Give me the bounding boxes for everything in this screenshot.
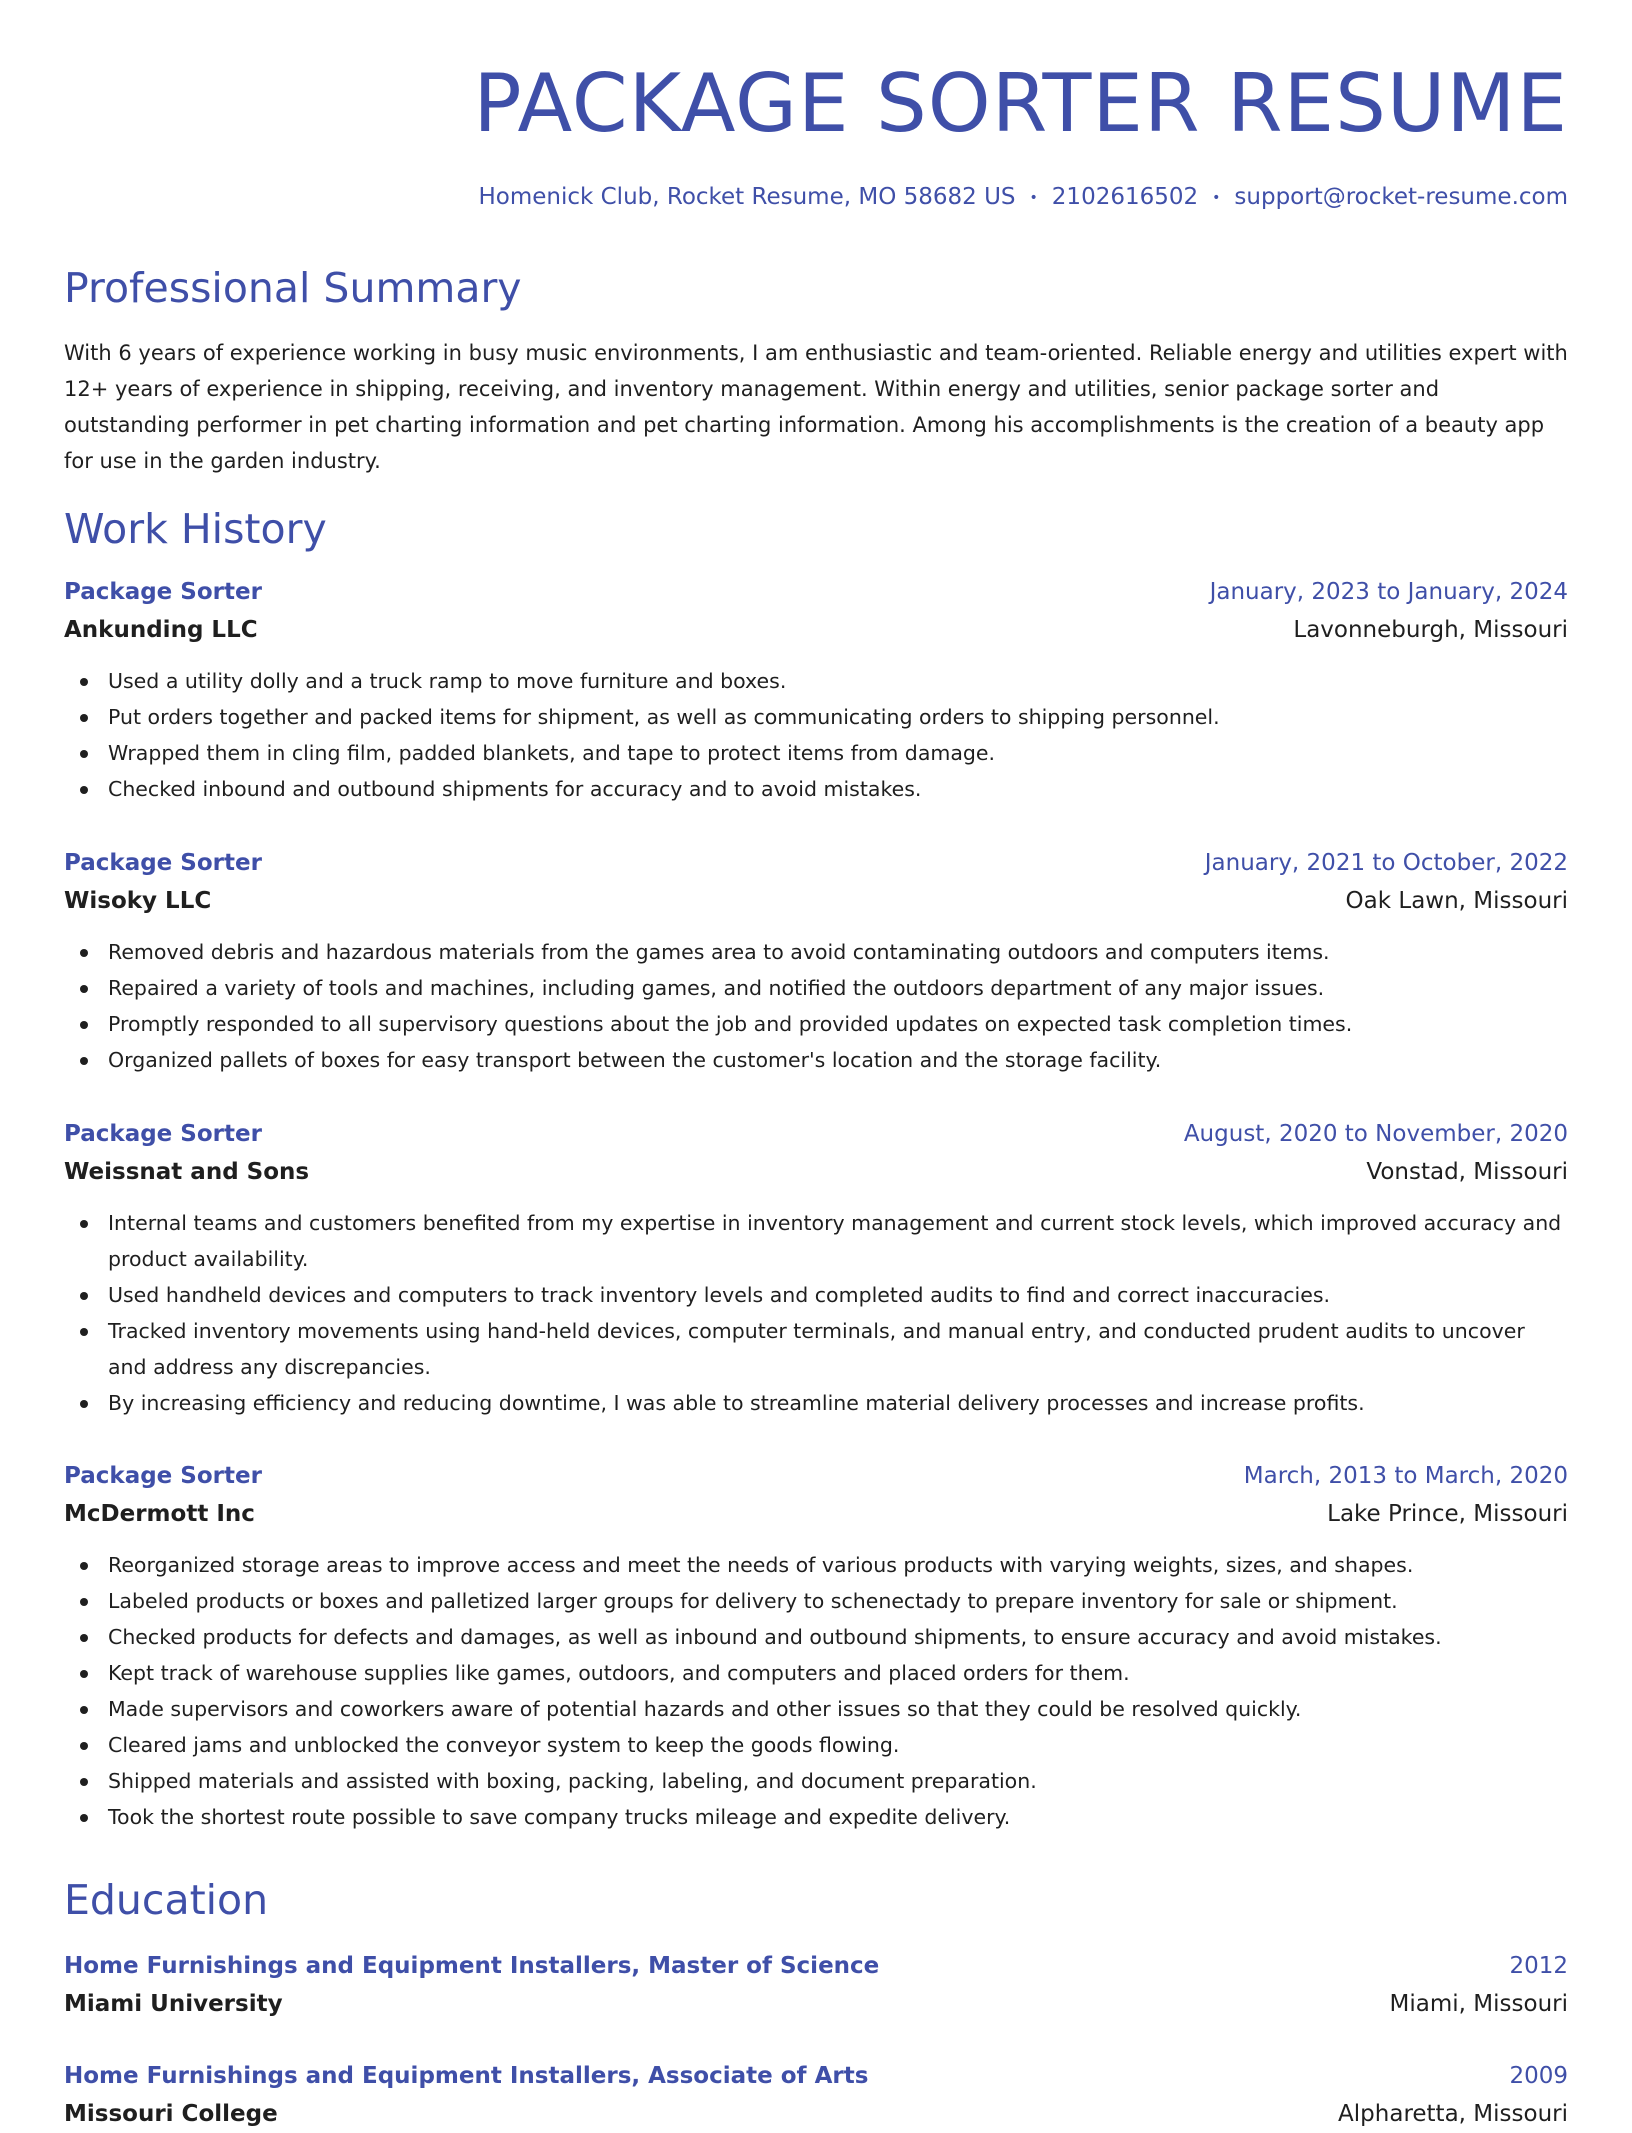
contact-line: [478, 181, 1568, 214]
education-school: Miami University: [64, 1991, 283, 2017]
job-role-row: [64, 844, 1568, 882]
job-bullet: Checked inbound and outbound shipments for accuracy and to avoid mistakes.: [64, 771, 1568, 807]
job-dates: August, 2020 to November, 2020: [1183, 1121, 1568, 1147]
job-company: Wisoky LLC: [64, 888, 212, 914]
job-company-row: [64, 611, 1568, 649]
contact-phone: 2102616502: [1051, 184, 1199, 210]
job-company-row: [64, 1495, 1568, 1533]
job-bullet-list: [64, 1205, 1568, 1421]
job-entry: [64, 1457, 1568, 1835]
job-location: Lavonneburgh, Missouri: [1293, 617, 1568, 643]
job-company-row: [64, 1153, 1568, 1191]
work-history-heading: Work History: [64, 505, 327, 553]
job-role-row: [64, 1457, 1568, 1495]
job-company: Ankunding LLC: [64, 617, 258, 643]
education-degree: Home Furnishings and Equipment Installers, Master of Science: [64, 1953, 880, 1979]
job-bullet: Organized pallets of boxes for easy transport between the customer's location and the storage facility.: [64, 1042, 1568, 1078]
job-bullet: Put orders together and packed items for shipment, as well as communicating orders to shipping personnel.: [64, 699, 1568, 735]
job-role: Package Sorter: [64, 1121, 262, 1147]
summary-heading: Professional Summary: [64, 264, 522, 312]
education-heading: Education: [64, 1876, 269, 1924]
job-entry: [64, 844, 1568, 1078]
job-bullet: Shipped materials and assisted with boxing, packing, labeling, and document preparation.: [64, 1763, 1568, 1799]
job-bullet: Cleared jams and unblocked the conveyor system to keep the goods flowing.: [64, 1727, 1568, 1763]
job-bullet: Checked products for defects and damages, as well as inbound and outbound shipments, to ensure accuracy and avoid mistakes.: [64, 1619, 1568, 1655]
job-bullet: Tracked inventory movements using hand-held devices, computer terminals, and manual entry, and conducted prudent audits to uncover and address any discrepancies.: [64, 1313, 1568, 1385]
job-bullet: Promptly responded to all supervisory questions about the job and provided updates on expected task completion times.: [64, 1006, 1568, 1042]
education-entry: [64, 2057, 1568, 2133]
summary-text: With 6 years of experience working in busy music environments, I am enthusiastic and team-oriented. Reliable energy and utilities expert with 12+ years of experience in shipping, receiving, and inventory management. Within energy and utilities, senior package sorter and outstanding performer in pet charting information and pet charting information. Among his accomplishments is the creation of a beauty app for use in the garden industry.: [64, 341, 1568, 473]
resume-title: PACKAGE SORTER RESUME: [473, 57, 1568, 150]
job-location: Oak Lawn, Missouri: [1345, 888, 1568, 914]
job-entry: [64, 1115, 1568, 1421]
job-role: Package Sorter: [64, 850, 262, 876]
education-degree-row: [64, 2057, 1568, 2095]
job-bullet: Used a utility dolly and a truck ramp to move furniture and boxes.: [64, 663, 1568, 699]
contact-email: support@rocket-resume.com: [1234, 184, 1568, 210]
job-bullet: By increasing efficiency and reducing downtime, I was able to streamline material delivery processes and increase profits.: [64, 1385, 1568, 1421]
job-role: Package Sorter: [64, 579, 262, 605]
education-school-row: [64, 1985, 1568, 2023]
education-location: Miami, Missouri: [1389, 1991, 1568, 2017]
job-entry: [64, 573, 1568, 807]
contact-address: Homenick Club, Rocket Resume, MO 58682 US: [478, 184, 1016, 210]
education-degree-row: [64, 1947, 1568, 1985]
job-bullet: Took the shortest route possible to save company trucks mileage and expedite delivery.: [64, 1799, 1568, 1835]
job-bullet: Wrapped them in cling film, padded blankets, and tape to protect items from damage.: [64, 735, 1568, 771]
contact-separator: •: [1212, 189, 1221, 206]
education-degree: Home Furnishings and Equipment Installers, Associate of Arts: [64, 2063, 869, 2089]
job-company: Weissnat and Sons: [64, 1159, 310, 1185]
resume-page: [64, 0, 1568, 2127]
job-company-row: [64, 882, 1568, 920]
education-school-row: [64, 2095, 1568, 2133]
education-year: 2009: [1509, 2063, 1568, 2089]
job-bullet: Kept track of warehouse supplies like games, outdoors, and computers and placed orders for them.: [64, 1655, 1568, 1691]
job-bullet: Used handheld devices and computers to track inventory levels and completed audits to find and correct inaccuracies.: [64, 1277, 1568, 1313]
education-year: 2012: [1509, 1953, 1568, 1979]
job-bullet: Removed debris and hazardous materials from the games area to avoid contaminating outdoors and computers items.: [64, 934, 1568, 970]
job-dates: January, 2021 to October, 2022: [1204, 850, 1568, 876]
job-company: McDermott Inc: [64, 1501, 255, 1527]
job-bullet: Reorganized storage areas to improve access and meet the needs of various products with varying weights, sizes, and shapes.: [64, 1547, 1568, 1583]
job-bullet-list: [64, 1547, 1568, 1835]
job-bullet-list: [64, 934, 1568, 1078]
job-location: Vonstad, Missouri: [1366, 1159, 1568, 1185]
job-role-row: [64, 573, 1568, 611]
education-entry: [64, 1947, 1568, 2023]
job-role: Package Sorter: [64, 1463, 262, 1489]
job-role-row: [64, 1115, 1568, 1153]
contact-separator: •: [1029, 189, 1038, 206]
job-dates: March, 2013 to March, 2020: [1243, 1463, 1568, 1489]
education-school: Missouri College: [64, 2101, 278, 2127]
job-bullet-list: [64, 663, 1568, 807]
job-bullet: Repaired a variety of tools and machines, including games, and notified the outdoors department of any major issues.: [64, 970, 1568, 1006]
job-bullet: Internal teams and customers benefited from my expertise in inventory management and current stock levels, which improved accuracy and product availability.: [64, 1205, 1568, 1277]
job-bullet: Made supervisors and coworkers aware of potential hazards and other issues so that they could be resolved quickly.: [64, 1691, 1568, 1727]
job-bullet: Labeled products or boxes and palletized larger groups for delivery to schenectady to prepare inventory for sale or shipment.: [64, 1583, 1568, 1619]
job-dates: January, 2023 to January, 2024: [1209, 579, 1568, 605]
education-location: Alpharetta, Missouri: [1338, 2101, 1568, 2127]
job-location: Lake Prince, Missouri: [1327, 1501, 1568, 1527]
